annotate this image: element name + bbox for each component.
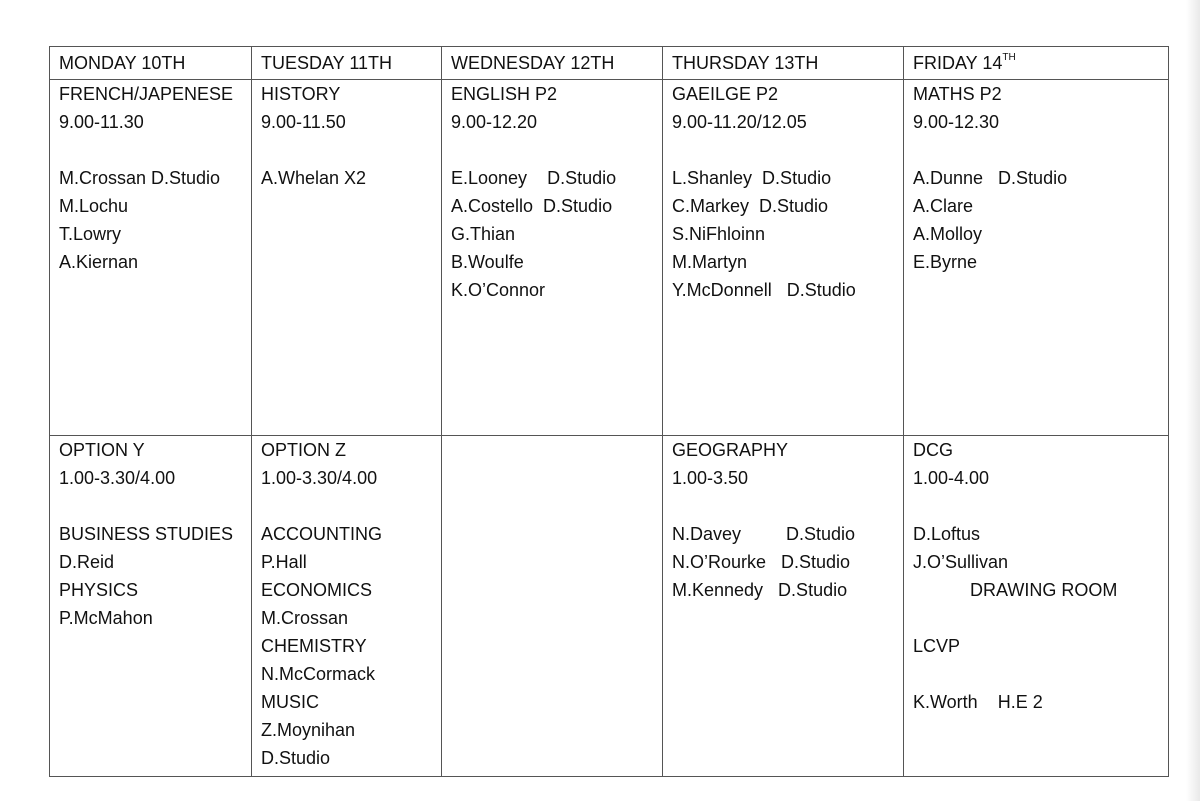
- exam-subject: GAEILGE P2: [672, 84, 779, 104]
- supervisor-line: S.NiFhloinn: [672, 224, 766, 244]
- morning-cell-monday: [50, 80, 252, 436]
- supervisor-line: D.Studio: [261, 748, 331, 768]
- supervisor-line: C.Markey D.Studio: [672, 196, 829, 216]
- supervisor-line: G.Thian: [451, 224, 516, 244]
- supervisor-line: A.Kiernan: [59, 252, 139, 272]
- exam-time: 1.00-4.00: [913, 468, 990, 488]
- supervisor-line: BUSINESS STUDIES: [59, 524, 234, 544]
- afternoon-session-row: [50, 436, 1169, 777]
- spacer: [261, 136, 441, 164]
- supervisor-line: J.O’Sullivan: [913, 552, 1009, 572]
- supervisor-line: N.O’Rourke D.Studio: [672, 552, 851, 572]
- supervisor-line: E.Byrne: [913, 252, 978, 272]
- supervisor-line: M.Lochu: [59, 196, 129, 216]
- supervisor-line: M.Kennedy D.Studio: [672, 580, 848, 600]
- afternoon-cell-wednesday: [442, 436, 663, 777]
- exam-subject: FRENCH/JAPENESE: [59, 84, 234, 104]
- exam-subject: DCG: [913, 440, 953, 460]
- spacer: [59, 136, 251, 164]
- supervisor-line: K.Worth H.E 2: [913, 692, 1043, 712]
- supervisor-line: P.McMahon: [59, 608, 153, 628]
- supervisor-line: ECONOMICS: [261, 580, 373, 600]
- supervisor-line: PHYSICS: [59, 580, 139, 600]
- spacer: [261, 492, 441, 520]
- supervisor-line: T.Lowry: [59, 224, 122, 244]
- day-header-friday: [904, 47, 1169, 80]
- day-header-row: [50, 47, 1169, 80]
- supervisor-line: N.McCormack: [261, 664, 376, 684]
- supervisor-line: D.Loftus: [913, 524, 981, 544]
- supervisor-line: P.Hall: [261, 552, 307, 572]
- exam-time: 9.00-12.20: [451, 112, 538, 132]
- supervisor-line: A.Whelan X2: [261, 168, 367, 188]
- supervisor-line: Y.McDonnell D.Studio: [672, 280, 856, 300]
- afternoon-cell-monday: [50, 436, 252, 777]
- afternoon-cell-friday: [904, 436, 1169, 777]
- exam-subject: HISTORY: [261, 84, 341, 104]
- day-header-thursday: [663, 47, 904, 80]
- day-label: MONDAY 10TH: [59, 53, 186, 73]
- exam-time: 9.00-11.30: [59, 112, 144, 132]
- supervisor-line: ACCOUNTING: [261, 524, 382, 544]
- supervisor-line: N.Davey D.Studio: [672, 524, 856, 544]
- supervisor-line: LCVP: [913, 636, 961, 656]
- supervisor-line: K.O’Connor: [451, 280, 546, 300]
- afternoon-cell-thursday: [663, 436, 904, 777]
- morning-cell-tuesday: [252, 80, 442, 436]
- day-label: THURSDAY 13TH: [672, 53, 819, 73]
- supervisor-line: M.Crossan: [261, 608, 349, 628]
- spacer: [451, 136, 662, 164]
- exam-subject: OPTION Y: [59, 440, 145, 460]
- exam-subject: GEOGRAPHY: [672, 440, 789, 460]
- exam-timetable: [49, 46, 1169, 777]
- supervisor-line: M.Martyn: [672, 252, 748, 272]
- spacer: [913, 492, 1168, 520]
- day-label: WEDNESDAY 12TH: [451, 53, 615, 73]
- supervisor-line: A.Clare: [913, 196, 974, 216]
- exam-subject: OPTION Z: [261, 440, 346, 460]
- exam-subject: MATHS P2: [913, 84, 1002, 104]
- supervisor-line: A.Dunne D.Studio: [913, 168, 1068, 188]
- supervisor-line: E.Looney D.Studio: [451, 168, 617, 188]
- exam-time: 1.00-3.30/4.00: [59, 468, 176, 488]
- spacer: [913, 136, 1168, 164]
- spacer: [913, 604, 1168, 632]
- spacer: [672, 492, 903, 520]
- spacer: [672, 136, 903, 164]
- supervisor-line: DRAWING ROOM: [970, 580, 1118, 600]
- exam-time: 1.00-3.30/4.00: [261, 468, 378, 488]
- supervisor-line: A.Costello D.Studio: [451, 196, 613, 216]
- supervisor-line: B.Woulfe: [451, 252, 524, 272]
- morning-cell-friday: [904, 80, 1169, 436]
- exam-time: 9.00-11.50: [261, 112, 346, 132]
- morning-cell-wednesday: [442, 80, 663, 436]
- spacer: [59, 492, 251, 520]
- day-label: FRIDAY 14: [913, 53, 1003, 73]
- supervisor-line: M.Crossan D.Studio: [59, 168, 221, 188]
- morning-session-row: [50, 80, 1169, 436]
- day-header-monday: [50, 47, 252, 80]
- day-header-tuesday: [252, 47, 442, 80]
- day-header-wednesday: [442, 47, 663, 80]
- supervisor-line: CHEMISTRY: [261, 636, 367, 656]
- supervisor-line: A.Molloy: [913, 224, 983, 244]
- morning-cell-thursday: [663, 80, 904, 436]
- supervisor-line: D.Reid: [59, 552, 115, 572]
- page-edge-shadow: [1186, 0, 1200, 801]
- ordinal-suffix: TH: [1002, 52, 1016, 63]
- exam-subject: ENGLISH P2: [451, 84, 558, 104]
- supervisor-line: L.Shanley D.Studio: [672, 168, 832, 188]
- afternoon-cell-tuesday: [252, 436, 442, 777]
- supervisor-line: MUSIC: [261, 692, 319, 712]
- supervisor-line: Z.Moynihan: [261, 720, 356, 740]
- exam-time: 9.00-11.20/12.05: [672, 112, 807, 132]
- spacer: [913, 660, 1168, 688]
- day-label: TUESDAY 11TH: [261, 53, 393, 73]
- exam-time: 9.00-12.30: [913, 112, 1000, 132]
- exam-time: 1.00-3.50: [672, 468, 749, 488]
